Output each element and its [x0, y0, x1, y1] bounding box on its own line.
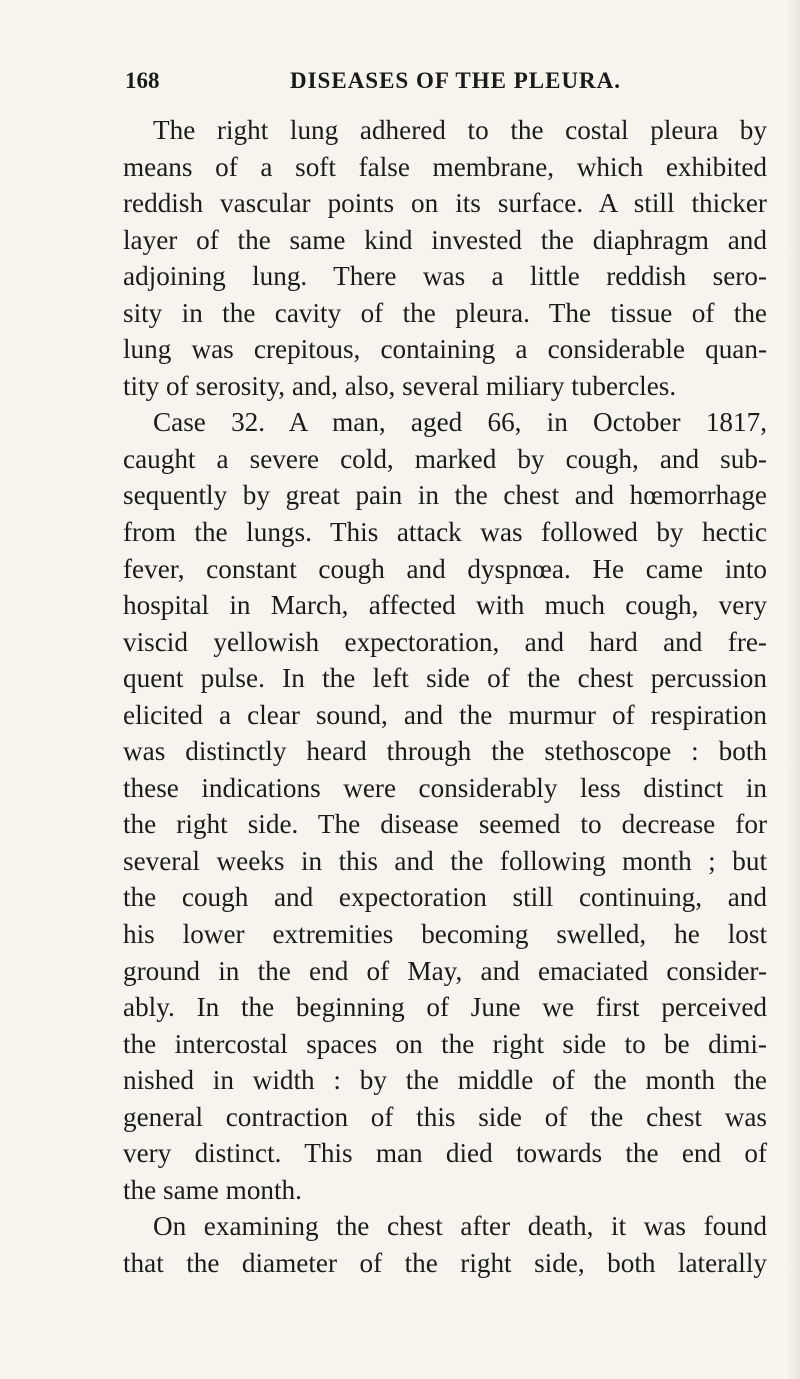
text-line: elicited a clear sound, and the murmur of respiration [123, 699, 767, 730]
running-head [125, 68, 765, 98]
text-line: quent pulse. In the left side of the chest percussion [123, 663, 767, 694]
text-line: On examining the chest after death, it was found [153, 1211, 767, 1242]
page-number: 168 [125, 68, 160, 93]
text-line: caught a severe cold, marked by cough, and sub- [123, 443, 767, 474]
text-line: the cough and expectoration still continuing, and [123, 882, 767, 913]
text-line: lung was crepitous, containing a considerable quan- [123, 334, 767, 365]
text-line: ground in the end of May, and emaciated consider- [123, 955, 767, 986]
body-text [123, 112, 767, 1282]
text-line: viscid yellowish expectoration, and hard and fre- [123, 626, 767, 657]
text-line: the same month. [123, 1174, 302, 1205]
text-line: Case 32. A man, aged 66, in October 1817, [153, 407, 767, 438]
text-line: sity in the cavity of the pleura. The tissue of the [123, 297, 767, 328]
text-line: was distinctly heard through the stethoscope : both [123, 736, 767, 767]
text-line: very distinct. This man died towards the end of [123, 1138, 767, 1169]
chapter-title: DISEASES OF THE PLEURA. [290, 68, 622, 93]
text-line: hospital in March, affected with much cough, very [123, 590, 767, 621]
text-line: tity of serosity, and, also, several miliary tubercles. [123, 370, 677, 401]
page-edge [786, 0, 800, 1379]
text-line: means of a soft false membrane, which exhibited [123, 151, 767, 182]
text-line: his lower extremities becoming swelled, he lost [123, 919, 767, 950]
text-line: layer of the same kind invested the diaphragm and [123, 224, 767, 255]
text-line: several weeks in this and the following month ; but [123, 845, 767, 876]
text-line: fever, constant cough and dyspnœa. He came into [123, 553, 767, 584]
text-line: adjoining lung. There was a little reddish sero- [123, 261, 767, 292]
text-line: from the lungs. This attack was followed by hectic [123, 517, 767, 548]
text-line: the right side. The disease seemed to decrease for [123, 809, 767, 840]
text-line: these indications were considerably less distinct in [123, 772, 767, 803]
text-line: reddish vascular points on its surface. A still thicker [123, 188, 767, 219]
text-line: The right lung adhered to the costal pleura by [153, 115, 767, 145]
text-line: ably. In the beginning of June we first perceived [123, 992, 767, 1023]
text-line: the intercostal spaces on the right side to be dimi- [123, 1028, 767, 1059]
text-line: that the diameter of the right side, both laterally [123, 1247, 767, 1278]
text-line: nished in width : by the middle of the month the [123, 1065, 767, 1096]
text-line: general contraction of this side of the chest was [123, 1101, 767, 1132]
text-line: sequently by great pain in the chest and hœmorrhage [123, 480, 767, 511]
